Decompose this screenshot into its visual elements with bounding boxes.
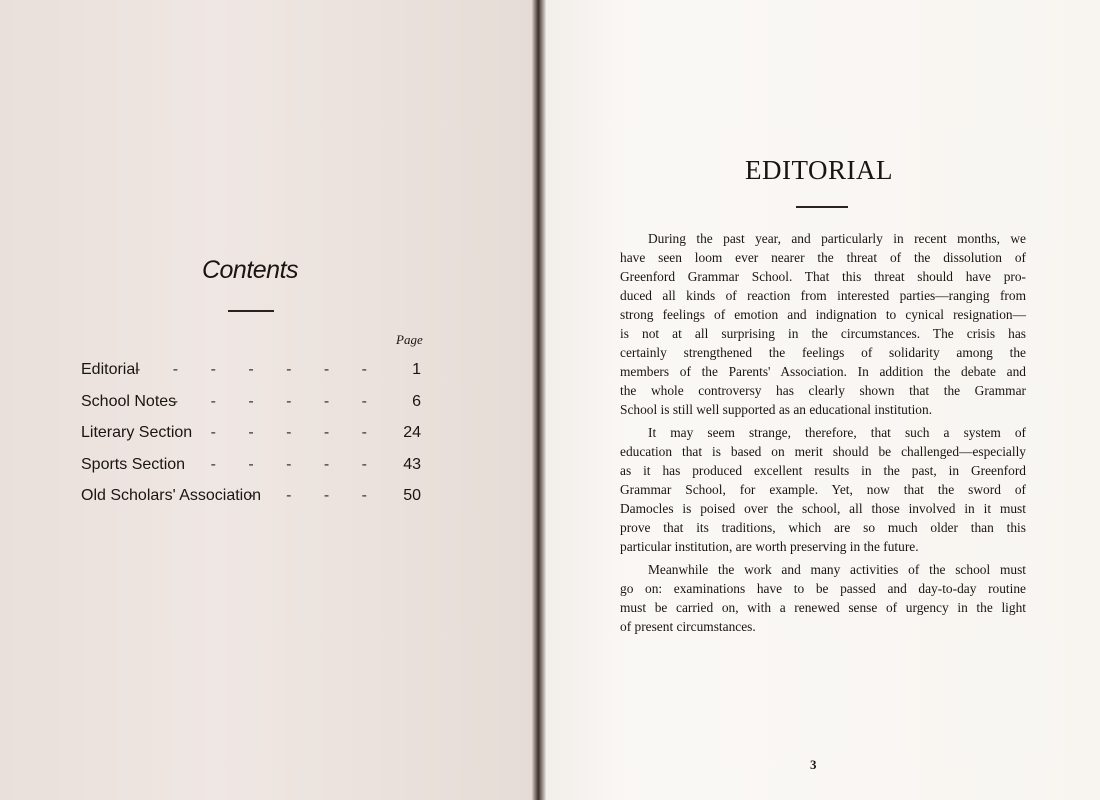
text-line: During the past year, and particularly in recent months, we xyxy=(648,231,1026,246)
entry-page: 1 xyxy=(412,361,421,378)
text-line: It may seem strange, therefore, that such a system of xyxy=(648,425,1026,440)
text-line: members of the Parents' Association. In addition the debate and xyxy=(620,364,1026,379)
text-line: strong feelings of emotion and indignation to cynical resignation— xyxy=(620,307,1026,322)
editorial-body xyxy=(620,229,1026,640)
entry-page: 50 xyxy=(403,487,421,504)
paragraph xyxy=(620,423,1026,556)
contents-entry xyxy=(81,424,421,446)
contents-entry xyxy=(81,456,421,478)
page-number: 3 xyxy=(810,757,817,772)
page-column-header: Page xyxy=(396,332,423,347)
entry-label: Old Scholars' Association xyxy=(81,487,262,504)
text-line: education that is based on merit should be challenged—especially xyxy=(620,444,1026,459)
left-page xyxy=(0,0,538,800)
text-line: go on: examinations have to be passed and day-to-day routine xyxy=(620,581,1026,596)
entry-leader: - - - - - xyxy=(210,424,381,441)
text-line: prove that its traditions, which are so much older than this xyxy=(620,520,1026,535)
contents-entry xyxy=(81,361,421,383)
text-line: certainly strengthened the feelings of solidarity among the xyxy=(620,345,1026,360)
entry-leader: - - - - xyxy=(248,487,381,504)
entry-label: Literary Section xyxy=(81,424,193,441)
entry-label: Sports Section xyxy=(81,455,186,473)
text-line: Damocles is poised over the school, all those involved in it must xyxy=(620,501,1026,516)
text-line: must be carried on, with a renewed sense of urgency in the light xyxy=(620,600,1026,615)
text-line: is not at all surprising in the circumstances. The crisis has xyxy=(620,326,1026,341)
entry-label: Editorial xyxy=(81,361,139,378)
text-line: Meanwhile the work and many activities of the school must xyxy=(648,562,1026,577)
book-spine xyxy=(532,0,546,800)
entry-leader: - - - - - - xyxy=(172,392,381,410)
entry-label: School Notes xyxy=(81,392,177,410)
contents-entry xyxy=(81,487,421,509)
text-line: School is still well supported as an educational institution. xyxy=(620,402,933,417)
text-line: have seen loom ever nearer the threat of the dissolution of xyxy=(620,250,1026,265)
text-line: duced all kinds of reaction from interested parties—ranging from xyxy=(620,288,1026,303)
text-line: Grammar School, for example. Yet, now that the sword of xyxy=(620,482,1026,497)
contents-entry xyxy=(81,393,421,415)
entry-page: 24 xyxy=(403,424,421,441)
text-line: Greenford Grammar School. That this threat should have pro- xyxy=(620,269,1026,284)
editorial-rule xyxy=(796,206,848,208)
entry-leader: - - - - - - - xyxy=(135,361,381,378)
text-line: particular institution, are worth preserving in the future. xyxy=(620,539,919,554)
entry-page: 43 xyxy=(403,455,421,473)
entry-leader: - - - - - xyxy=(210,455,381,473)
title-rule xyxy=(228,310,274,312)
entry-page: 6 xyxy=(412,392,421,410)
paragraph xyxy=(620,560,1026,636)
contents-title: Contents xyxy=(201,256,299,284)
editorial-title: EDITORIAL xyxy=(745,155,893,185)
text-line: as it has produced excellent results in the past, in Greenford xyxy=(620,463,1026,478)
paragraph xyxy=(620,229,1026,419)
text-line: of present circumstances. xyxy=(620,619,756,634)
text-line: the whole controversy has clearly shown that the Grammar xyxy=(620,383,1026,398)
